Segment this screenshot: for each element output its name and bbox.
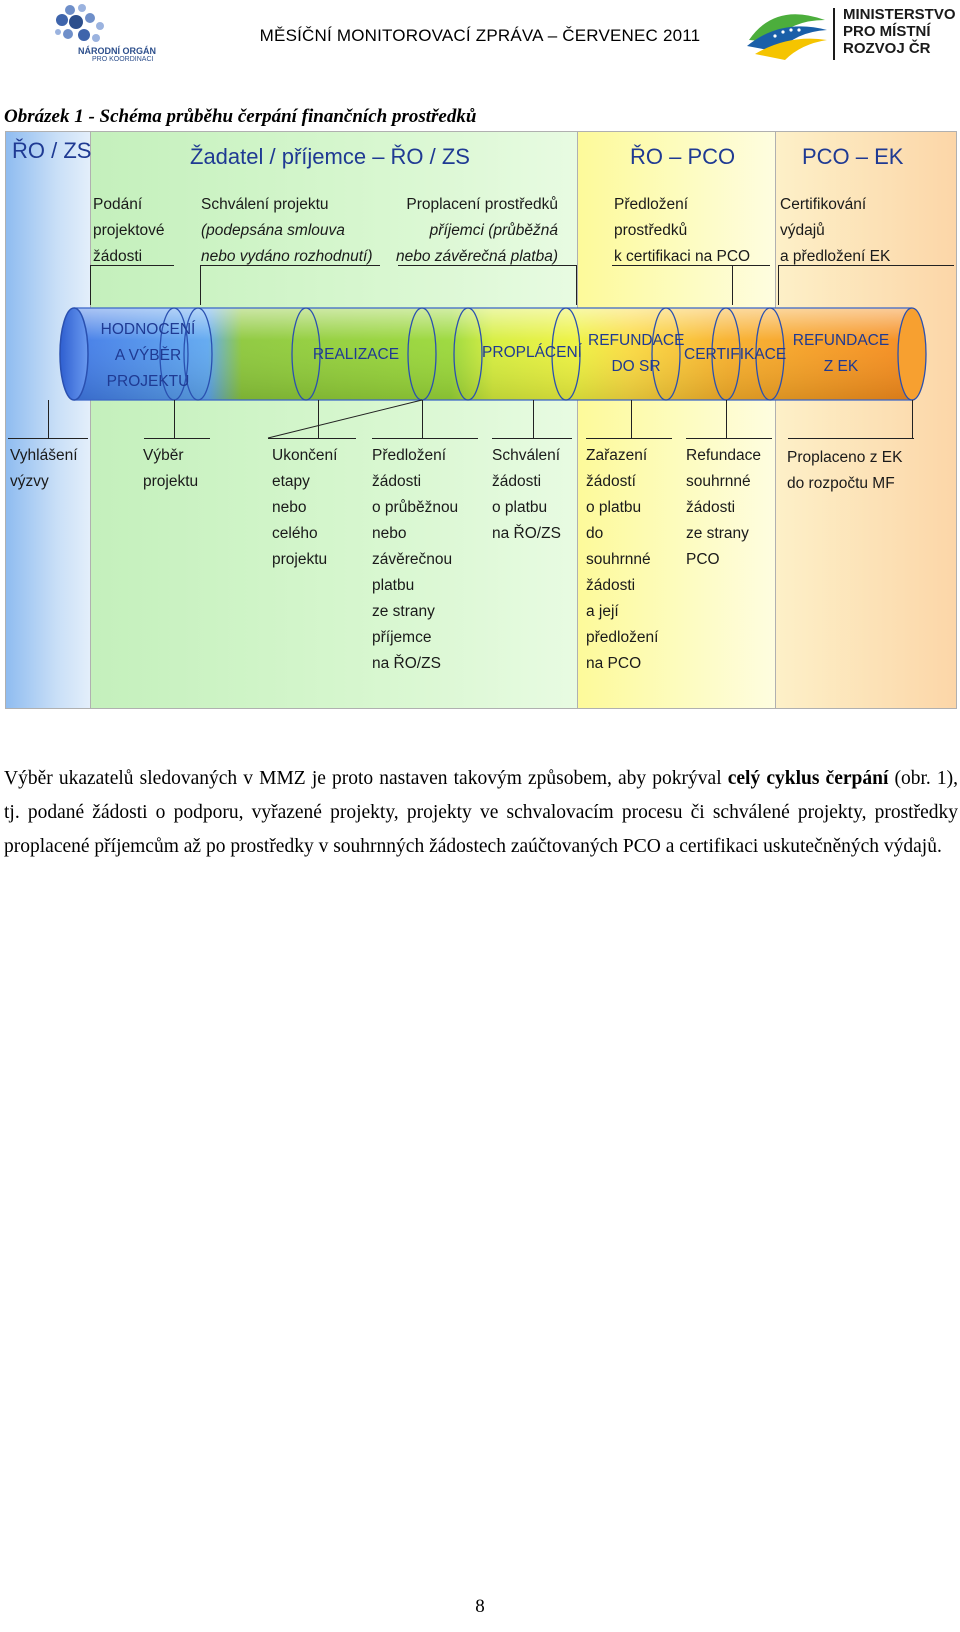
logo-mmr xyxy=(745,6,960,66)
pipe-label-hodnoceni xyxy=(98,317,198,395)
text-line: Zařazení xyxy=(586,447,648,464)
text-line: žádosti xyxy=(372,473,422,490)
text-line: ze strany xyxy=(686,525,749,542)
logo-left-line2: PRO KOORDINACI xyxy=(92,56,154,63)
text-line: prostředků xyxy=(614,222,688,239)
bottom-connector xyxy=(533,400,534,438)
bottom-step-vyhlaseni xyxy=(10,443,78,495)
logo-mmr-line1: MINISTERSTVO xyxy=(843,6,956,23)
logo-mmr-line2: PRO MÍSTNÍ xyxy=(843,23,931,40)
body-paragraph xyxy=(4,762,958,864)
figure-caption: Obrázek 1 - Schéma průběhu čerpání finančních prostředků xyxy=(4,106,477,127)
bottom-overline xyxy=(686,438,772,439)
zone-label-pco-ek: PCO – EK xyxy=(802,144,904,169)
text-line: CERTIFIKACE xyxy=(684,346,787,363)
mmr-emblem-icon xyxy=(745,6,829,62)
bottom-connector xyxy=(912,400,913,438)
text-line: ze strany xyxy=(372,603,435,620)
text-line: HODNOCENÍ xyxy=(100,321,196,338)
text-line: projektové xyxy=(93,222,165,239)
bottom-connector xyxy=(631,400,632,438)
zone-label-ro-pco: ŘO – PCO xyxy=(630,144,736,169)
pipe-label-refundace-sr xyxy=(588,328,684,380)
bottom-step-zarazeni xyxy=(586,443,658,677)
text-line: nebo vydáno rozhodnutí) xyxy=(201,248,373,265)
text-line: REFUNDACE xyxy=(588,332,685,349)
text-line: nebo závěrečná platba) xyxy=(396,248,559,265)
pipe-label-realizace xyxy=(306,342,406,368)
logo-divider xyxy=(833,8,835,60)
text-line: do xyxy=(586,525,604,542)
logo-mmr-line3: ROZVOJ ČR xyxy=(843,40,931,57)
text-line: Ukončení xyxy=(272,447,338,464)
text-line: žádosti xyxy=(686,499,736,516)
bottom-connector xyxy=(318,400,319,438)
bottom-overline xyxy=(144,438,210,439)
text-line: projektu xyxy=(272,551,328,568)
bottom-connector xyxy=(48,400,49,438)
text-line: žádosti xyxy=(492,473,542,490)
text-line: na ŘO/ZS xyxy=(492,525,561,542)
paragraph-bold-text: celý cyklus čerpání xyxy=(727,768,889,789)
bottom-overline xyxy=(372,438,478,439)
text-line: Předložení xyxy=(372,447,447,464)
text-line: žádosti xyxy=(93,248,143,265)
text-line: Proplaceno z EK xyxy=(787,449,903,466)
text-line: závěrečnou xyxy=(372,551,453,568)
text-line: Předložení xyxy=(614,196,689,213)
text-line: Schválení xyxy=(492,447,561,464)
text-line: a předložení EK xyxy=(780,248,891,265)
text-line: PROJEKTU xyxy=(106,373,190,390)
bottom-step-schvaleni-zadosti xyxy=(492,443,561,547)
bottom-connector xyxy=(174,400,175,438)
bottom-step-refundace xyxy=(686,443,761,573)
text-line: Proplacení prostředků xyxy=(406,196,559,213)
bottom-step-predlozeni-zadosti xyxy=(372,443,458,677)
bottom-overline xyxy=(586,438,672,439)
paragraph-text: Výběr ukazatelů sledovaných v MMZ je proto nastaven takovým způsobem, aby pokrýval xyxy=(4,768,728,789)
text-line: Refundace xyxy=(686,447,761,464)
logo-left-line1: NÁRODNÍ ORGÁN xyxy=(78,46,156,56)
pipe-label-refundace-ek xyxy=(790,328,892,380)
text-line: příjemci (průběžná xyxy=(429,222,559,239)
paragraph-text: (obr. 1), tj. podané žádosti o podporu, vyřazené projekty, projekty ve schvalovacím procesu či schválené projekty, prostředky proplacené příjemcům až po prostředky v souhrnných žádostech zaúčtovaných PCO a certifikaci uskutečněných výdajů. xyxy=(4,768,959,857)
text-line: Schválení projektu xyxy=(201,196,329,213)
report-header-title: MĚSÍČNÍ MONITOROVACÍ ZPRÁVA – ČERVENEC 2011 xyxy=(259,26,701,45)
text-line: žádosti xyxy=(586,577,636,594)
bottom-step-proplaceno-ek xyxy=(787,445,902,497)
text-line: souhrnné xyxy=(586,551,651,568)
pipe-label-proplaceni xyxy=(482,340,582,366)
text-line: platbu xyxy=(372,577,415,594)
text-line: Podání xyxy=(93,196,143,213)
text-line: (podepsána smlouva xyxy=(201,222,345,239)
zone-label-ro-zs: ŘO / ZS xyxy=(12,138,92,163)
text-line: Vyhlášení xyxy=(10,447,78,464)
text-line: souhrnné xyxy=(686,473,751,490)
text-line: REFUNDACE xyxy=(792,332,890,349)
text-line: výzvy xyxy=(10,473,49,490)
text-line: žádostí xyxy=(586,473,636,490)
text-line: na PCO xyxy=(586,655,642,672)
bottom-overline xyxy=(8,438,88,439)
text-line: A VÝBĚR xyxy=(114,347,182,364)
text-line: DO SR xyxy=(611,358,661,375)
text-line: Certifikování xyxy=(780,196,867,213)
bottom-overline xyxy=(492,438,572,439)
text-line: do rozpočtu MF xyxy=(787,475,895,492)
text-line: REALIZACE xyxy=(312,346,400,363)
text-line: Z EK xyxy=(823,358,859,375)
bottom-connector xyxy=(726,400,727,438)
text-line: projektu xyxy=(143,473,199,490)
text-line: a její xyxy=(586,603,619,620)
page-number: 8 xyxy=(475,1596,485,1617)
funding-flow-diagram xyxy=(5,131,957,709)
text-line: etapy xyxy=(272,473,310,490)
bottom-step-ukonceni xyxy=(272,443,337,573)
bottom-overline xyxy=(788,438,914,439)
text-line: PCO xyxy=(686,551,720,568)
text-line: výdajů xyxy=(780,222,825,239)
text-line: o platbu xyxy=(492,499,548,516)
text-line: k certifikaci na PCO xyxy=(614,248,751,265)
process-pipe xyxy=(6,132,956,708)
text-line: nebo xyxy=(272,499,307,516)
bottom-step-vyber xyxy=(143,443,198,495)
bottom-overline xyxy=(268,438,356,439)
zone-label-zadatel: Žadatel / příjemce – ŘO / ZS xyxy=(190,144,470,169)
text-line: na ŘO/ZS xyxy=(372,655,441,672)
text-line: předložení xyxy=(586,629,659,646)
text-line: PROPLÁCENÍ xyxy=(482,344,582,361)
logo-mmr-text xyxy=(843,6,956,57)
pipe-label-certifikace xyxy=(684,342,787,368)
bottom-connector xyxy=(422,400,423,438)
text-line: nebo xyxy=(372,525,407,542)
text-line: o průběžnou xyxy=(372,499,459,516)
text-line: příjemce xyxy=(372,629,432,646)
text-line: o platbu xyxy=(586,499,642,516)
text-line: celého xyxy=(272,525,318,542)
text-line: Výběr xyxy=(143,447,184,464)
